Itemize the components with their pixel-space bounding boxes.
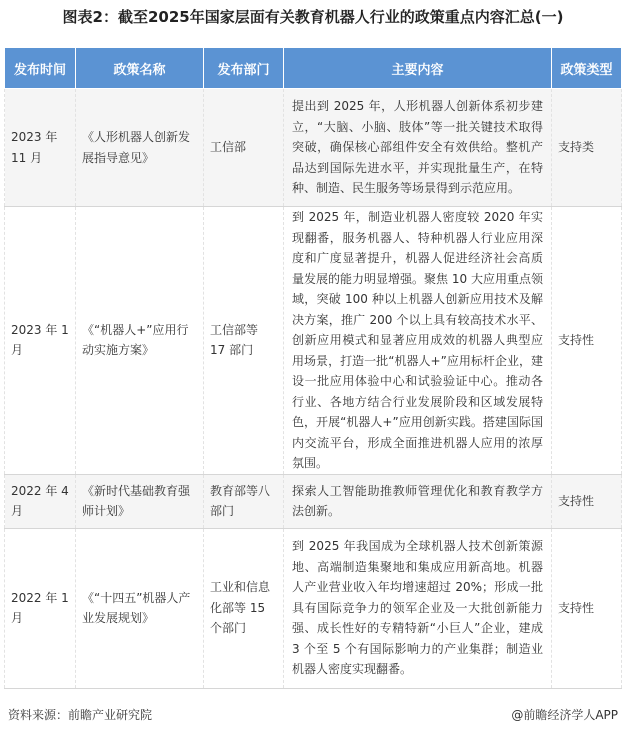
cell-date: 2022 年 4 月	[5, 474, 76, 528]
source-note: 资料来源：前瞻产业研究院	[8, 708, 153, 722]
cell-policy-name: 《人形机器人创新发展指导意见》	[76, 89, 204, 207]
cell-policy-name: 《“十四五”机器人产业发展规划》	[76, 528, 204, 688]
cell-policy-type: 支持性	[552, 528, 622, 688]
policy-table	[4, 47, 622, 689]
cell-policy-name: 《新时代基础教育强师计划》	[76, 474, 204, 528]
cell-policy-type: 支持性	[552, 474, 622, 528]
cell-department: 工信部等 17 部门	[204, 207, 284, 475]
header-date: 发布时间	[5, 48, 76, 89]
cell-content: 提出到 2025 年，人形机器人创新体系初步建立，“大脑、小脑、肢体”等一批关键技术取得突破，确保核心部组件安全有效供给。整机产品达到国际先进水平，并实现批量生产，在特种、制造、民生服务等场景得到示范应用。	[284, 89, 552, 207]
table-row	[5, 207, 622, 475]
cell-content: 到 2025 年，制造业机器人密度较 2020 年实现翻番，服务机器人、特种机器人行业应用深度和广度显著提升，机器人促进经济社会高质量发展的能力明显增强。聚焦 10 大应用重点领域，突破 100 种以上机器人创新应用技术及解决方案，推广 200 个以上具有较高技术水平、创新应用模式和显著应用成效的机器人典型应用场景，打造一批“机器人+”应用标杆企业，建设一批应用体验中心和试验验证中心。推动各行业、各地方结合行业发展阶段和区域发展特色，开展“机器人+”应用创新实践。搭建国际国内交流平台，形成全面推进机器人应用的浓厚氛围。	[284, 207, 552, 475]
cell-content: 到 2025 年我国成为全球机器人技术创新策源地、高端制造集聚地和集成应用新高地。机器人产业营业收入年均增速超过 20%；形成一批具有国际竞争力的领军企业及一大批创新能力强、成长性好的专精特新“小巨人”企业，建成 3 个至 5 个有国际影响力的产业集群；制造业机器人密度实现翻番。	[284, 528, 552, 688]
cell-department: 工信部	[204, 89, 284, 207]
header-policy-name: 政策名称	[76, 48, 204, 89]
brand-note: @前瞻经济学人APP	[511, 708, 618, 722]
chart-title: 图表2：截至2025年国家层面有关教育机器人行业的政策重点内容汇总(一)	[62, 8, 564, 26]
header-department: 发布部门	[204, 48, 284, 89]
cell-policy-type: 支持性	[552, 207, 622, 475]
table-header-row	[5, 48, 622, 89]
cell-date: 2022 年 1 月	[5, 528, 76, 688]
cell-department: 教育部等八部门	[204, 474, 284, 528]
table-row	[5, 528, 622, 688]
table-row	[5, 474, 622, 528]
cell-date: 2023 年 11 月	[5, 89, 76, 207]
cell-department: 工业和信息化部等 15 个部门	[204, 528, 284, 688]
cell-content: 探索人工智能助推教师管理优化和教育教学方法创新。	[284, 474, 552, 528]
header-policy-type: 政策类型	[552, 48, 622, 89]
cell-policy-name: 《“机器人+”应用行动实施方案》	[76, 207, 204, 475]
header-content: 主要内容	[284, 48, 552, 89]
cell-date: 2023 年 1 月	[5, 207, 76, 475]
cell-policy-type: 支持类	[552, 89, 622, 207]
table-row	[5, 89, 622, 207]
